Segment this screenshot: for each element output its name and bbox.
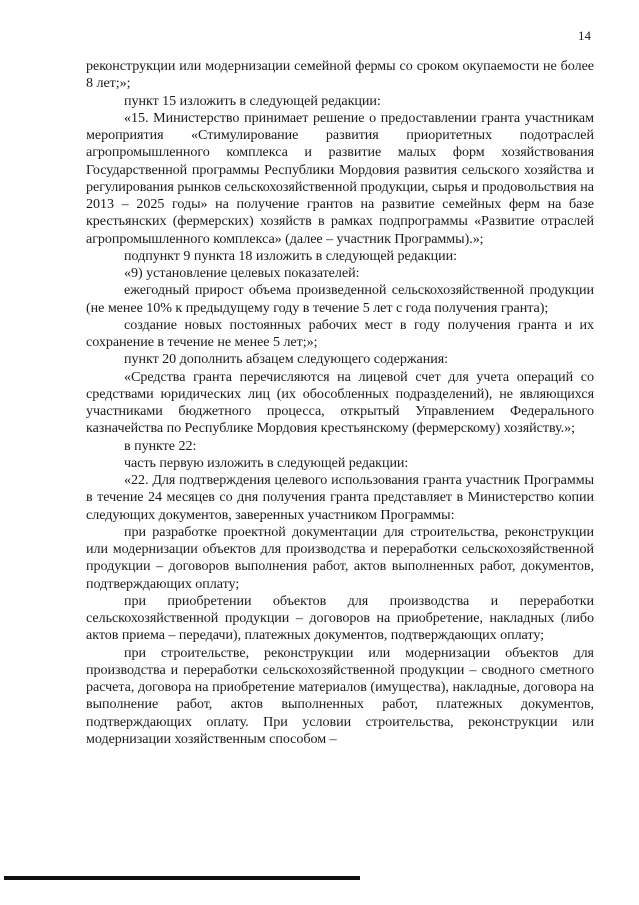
paragraph-indicator: ежегодный прирост объема произведенной сельскохозяйственной продукции (не менее 10% к предыдущему году в течение 5 лет с года получения гранта); <box>86 282 594 316</box>
paragraph-clause-22: «22. Для подтверждения целевого использования гранта участник Программы в течение 24 месяцев со дня получения гранта представляет в Министерство копии следующих документов, заверенных участником Программы: <box>86 472 594 523</box>
paragraph-clause-20-addition: «Средства гранта перечисляются на лицевой счет для учета операций со средствами юридических лиц (их обособленных подразделений), не являющихся участниками бюджетного процесса, открытый Управлением Федерального казначейства по Республике Мордовия крестьянскому (фермерскому) хозяйству.»; <box>86 368 594 437</box>
paragraph-continuation: реконструкции или модернизации семейной фермы со сроком окупаемости не более 8 лет;»; <box>86 58 594 92</box>
bottom-scan-rule <box>4 876 360 880</box>
paragraph-list-item: при разработке проектной документации для строительства, реконструкции или модернизации объектов для производства и переработки сельскохозяйственной продукции – договоров выполнения работ, актов выполненных работ, документов, подтверждающих оплату; <box>86 523 594 592</box>
paragraph-instruction: пункт 20 дополнить абзацем следующего содержания: <box>124 351 449 368</box>
paragraph-instruction: часть первую изложить в следующей редакции: <box>124 454 409 471</box>
paragraph-list-item: при приобретении объектов для производства и переработки сельскохозяйственной продукции – договоров на приобретение, накладных (либо актов приема – передачи), платежных документов, подтверждающих оплату; <box>86 592 594 644</box>
paragraph-list-item: при строительстве, реконструкции или модернизации объектов для производства и переработки сельскохозяйственной продукции – сводного сметного расчета, договора на приобретение материалов (имущества), накладные, договора на выполнение работ, актов выполненных работ, платежных документов, подтверждающих оплату. При условии строительства, реконструкции или модернизации хозяйственным способом – <box>86 644 594 747</box>
document-body <box>86 58 594 748</box>
paragraph-instruction: в пункте 22: <box>124 437 197 454</box>
paragraph-clause-15: «15. Министерство принимает решение о предоставлении гранта участникам мероприятия «Стимулирование развития приоритетных подотраслей агропромышленного комплекса и развитие малых форм хозяйствования Государственной программы Республики Мордовия развития сельского хозяйства и регулирования рынков сельскохозяйственной продукции, сырья и продовольствия на 2013 – 2025 годы» на получение грантов на развитие семейных ферм на базе крестьянских (фермерских) хозяйств в рамках подпрограммы «Развитие отраслей агропромышленного комплекса» (далее – участник Программы).»; <box>86 109 594 247</box>
page-number: 14 <box>578 28 591 43</box>
paragraph-instruction: пункт 15 изложить в следующей редакции: <box>124 92 381 109</box>
paragraph-indicator: создание новых постоянных рабочих мест в году получения гранта и их сохранение в течение не менее 5 лет;»; <box>86 316 594 350</box>
paragraph-subclause-9: «9) установление целевых показателей: <box>124 265 360 281</box>
paragraph-instruction: подпункт 9 пункта 18 изложить в следующей редакции: <box>124 247 457 264</box>
